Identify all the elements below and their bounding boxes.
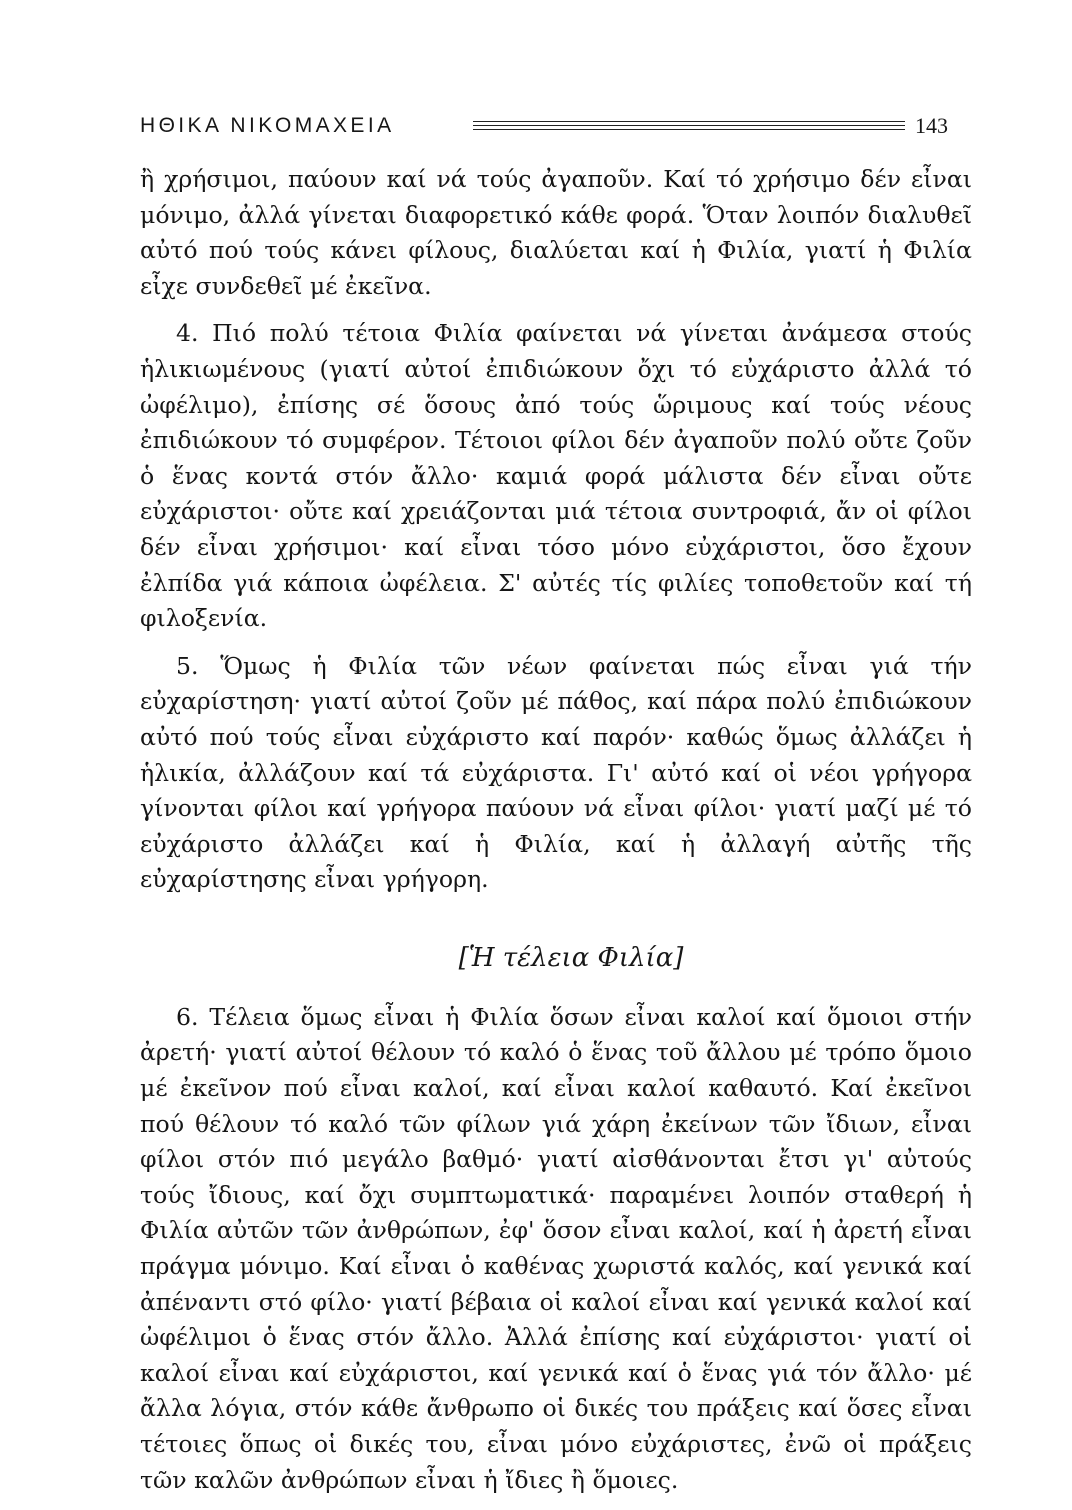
running-head xyxy=(140,112,950,142)
body-text xyxy=(140,162,972,1510)
header-rule xyxy=(473,121,905,122)
section-heading: [Ἡ τέλεια Φιλία] xyxy=(458,942,684,973)
paragraph-continuation: ἢ χρήσιμοι, παύουν καί νά τούς ἀγαποῦν. Καί τό χρήσιμο δέν εἶναι μόνιμο, ἀλλά γίνεται διαφορετικό κάθε φορά. Ὅταν λοιπόν διαλυθεῖ αὐτό πού τούς κάνει φίλους, διαλύεται καί ἡ Φιλία, γιατί ἡ Φιλία εἶχε συνδεθεῖ μέ ἐκεῖνα. xyxy=(140,165,972,300)
running-head-title: ΗΘΙΚΑ ΝΙΚΟΜΑΧΕΙΑ xyxy=(140,114,395,137)
paragraph-4: 4. Πιό πολύ τέτοια Φιλία φαίνεται νά γίνεται ἀνάμεσα στούς ἡλικιωμένους (γιατί αὐτοί ἐπιδιώκουν ὄχι τό εὐχάριστο ἀλλά τό ὠφέλιμο), ἐπίσης σέ ὅσους ἀπό τούς ὥριμους καί τούς νέους ἐπιδιώκουν τό συμφέρον. Τέτοιοι φίλοι δέν ἀγαποῦν πολύ οὔτε ζοῦν ὁ ἕνας κοντά στόν ἄλλο· καμιά φορά μάλιστα δέν εἶναι οὔτε εὐχάριστοι· οὔτε καί χρειάζονται μιά τέτοια συντροφιά, ἄν οἱ φίλοι δέν εἶναι χρήσιμοι· καί εἶναι τόσο μόνο εὐχάριστοι, ὅσο ἔχουν ἐλπίδα γιά κάποια ὠφέλεια. Σ' αὐτές τίς φιλίες τοποθετοῦν καί τή φιλοξενία. xyxy=(140,319,972,633)
paragraph-5: 5. Ὅμως ἡ Φιλία τῶν νέων φαίνεται πώς εἶναι γιά τήν εὐχαρίστηση· γιατί αὐτοί ζοῦν μέ πάθος, καί πάρα πολύ ἐπιδιώκουν αὐτό πού τούς εἶναι εὐχάριστο καί παρόν· καθώς ὅμως ἀλλάζει ἡ ἡλικία, ἀλλάζουν καί τά εὐχάριστα. Γι' αὐτό καί οἱ νέοι γρήγορα γίνονται φίλοι καί γρήγορα παύουν νά εἶναι φίλοι· γιατί μαζί μέ τό εὐχάριστο ἀλλάζει καί ἡ Φιλία, καί ἡ ἀλλαγή αὐτῆς τῆς εὐχαρίστησης εἶναι γρήγορη. xyxy=(140,651,972,894)
page-number: 143 xyxy=(915,113,948,138)
paragraph-6: 6. Τέλεια ὅμως εἶναι ἡ Φιλία ὅσων εἶναι καλοί καί ὅμοιοι στήν ἀρετή· γιατί αὐτοί θέλουν τό καλό ὁ ἕνας τοῦ ἄλλου μέ τρόπο ὅμοιο μέ ἐκεῖνον πού εἶναι καλοί, καί εἶναι καλοί καθαυτό. Καί ἐκεῖνοι πού θέλουν τό καλό τῶν φίλων γιά χάρη ἐκείνων τῶν ἴδιων, εἶναι φίλοι στόν πιό μεγάλο βαθμό· γιατί αἰσθάνονται ἔτσι γι' αὐτούς τούς ἴδιους, καί ὄχι συμπτωματικά· παραμένει λοιπόν σταθερή ἡ Φιλία αὐτῶν τῶν ἀνθρώπων, ἐφ' ὅσον εἶναι καλοί, καί ἡ ἀρετή εἶναι πράγμα μόνιμο. Καί εἶναι ὁ καθένας χωριστά καλός, καί γενικά καί ἀπέναντι στό φίλο· γιατί βέβαια οἱ καλοί εἶναι καί γενικά καλοί καί ὠφέλιμοι ὁ ἕνας στόν ἄλλο. Ἀλλά ἐπίσης καί εὐχάριστοι· γιατί οἱ καλοί εἶναι καί εὐχάριστοι, καί γενικά καί ὁ ἕνας γιά τόν ἄλλο· μέ ἄλλα λόγια, στόν κάθε ἄνθρωπο οἱ δικές του πράξεις καί ὅσες εἶναι τέτοιες ὅπως οἱ δικές του, εἶναι μόνο εὐχάριστες, ἐνῶ οἱ πράξεις τῶν καλῶν ἀνθρώπων εἶναι ἡ ἴδιες ἢ ὅμοιες. xyxy=(140,1002,972,1494)
header-rule xyxy=(473,125,905,126)
header-rule xyxy=(473,129,905,130)
